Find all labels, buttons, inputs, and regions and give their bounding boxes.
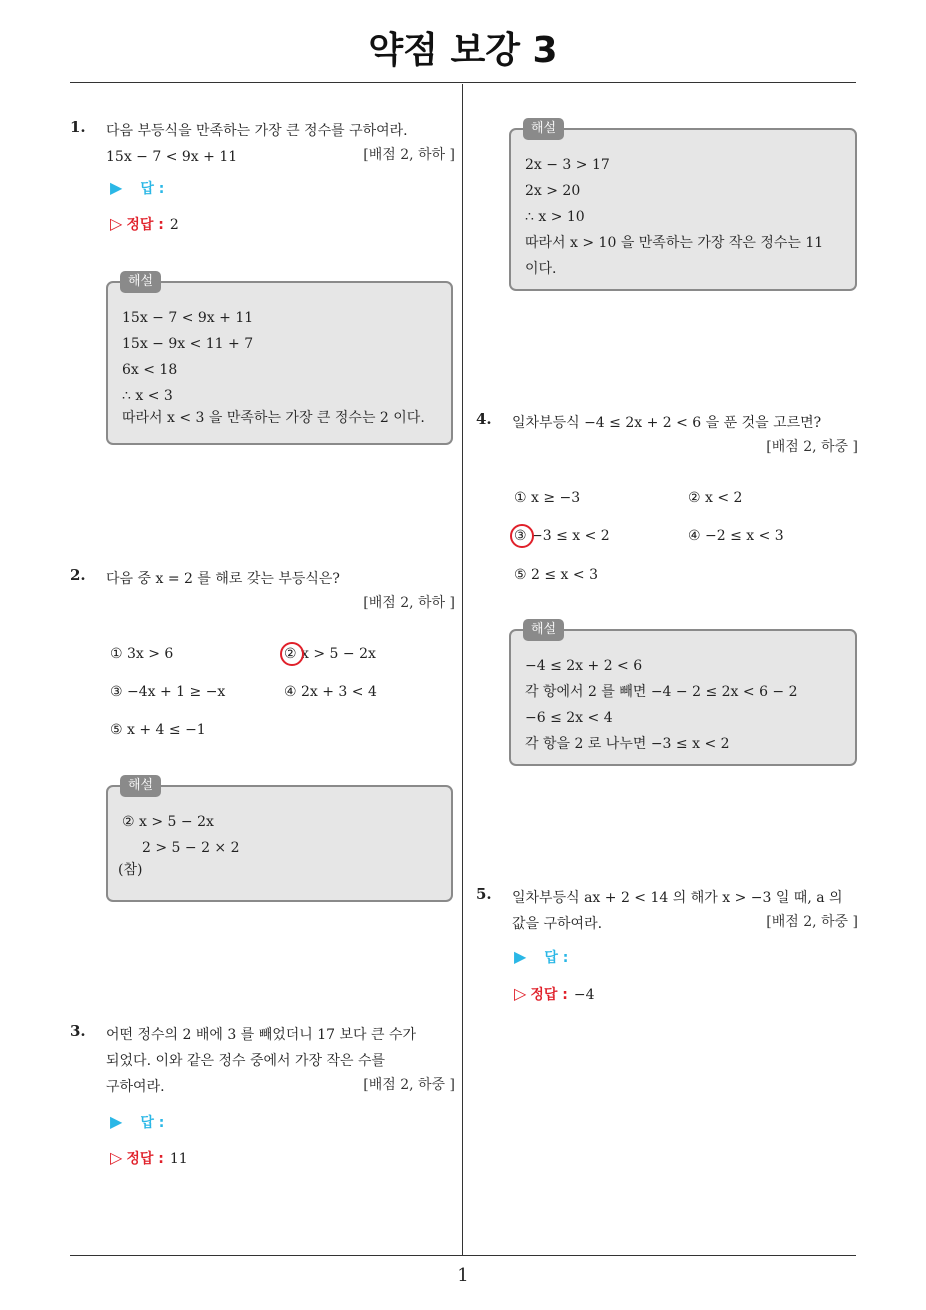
hollow-triangle-icon: ▷ xyxy=(110,1148,123,1167)
score-label: [배점 2, 하중 ] xyxy=(766,439,858,455)
question-text: 다음 중 x = 2 를 해로 갖는 부등식은? xyxy=(106,571,340,587)
question-number: 4. xyxy=(476,410,492,428)
option-1[interactable]: ① x ≥ −3 xyxy=(514,490,581,506)
explanation-box: 해설 ② x > 5 − 2x 2 > 5 − 2 × 2 (참) xyxy=(106,785,453,902)
question-5 xyxy=(476,885,858,1015)
option-4[interactable]: ④ 2x + 3 < 4 xyxy=(284,684,377,700)
option-3[interactable]: ③ −3 ≤ x < 2 xyxy=(514,528,610,544)
option-5[interactable]: ⑤ 2 ≤ x < 3 xyxy=(514,567,598,583)
answer-line: ▶ 답 : xyxy=(110,1112,165,1131)
question-number: 3. xyxy=(70,1022,86,1040)
question-1 xyxy=(70,118,455,458)
question-2 xyxy=(70,566,455,906)
question-text: 일차부등식 −4 ≤ 2x + 2 < 6 을 푼 것을 고르면? xyxy=(512,415,822,431)
correct-answer: ▷ 정답 : 11 xyxy=(110,1148,188,1167)
option-3[interactable]: ③ −4x + 1 ≥ −x xyxy=(110,684,226,700)
score-label: [배점 2, 하중 ] xyxy=(363,1077,455,1093)
play-triangle-icon: ▶ xyxy=(110,178,123,197)
selected-answer-circle-icon xyxy=(280,642,304,666)
footer-rule xyxy=(70,1255,856,1256)
score-label: [배점 2, 하하 ] xyxy=(363,147,455,163)
question-4 xyxy=(476,410,858,770)
question-text: 일차부등식 ax + 2 < 14 의 해가 x > −3 일 때, a 의 값을 구하여라. xyxy=(512,890,843,932)
option-5[interactable]: ⑤ x + 4 ≤ −1 xyxy=(110,722,206,738)
page-title: 약점 보강 3 xyxy=(368,30,558,71)
hollow-triangle-icon: ▷ xyxy=(514,984,527,1003)
option-2[interactable]: ② x > 5 − 2x xyxy=(284,646,376,662)
play-triangle-icon: ▶ xyxy=(514,947,527,966)
score-label: [배점 2, 하중 ] xyxy=(766,914,858,930)
column-divider xyxy=(462,84,463,1255)
score-label: [배점 2, 하하 ] xyxy=(363,595,455,611)
explanation-tag: 해설 xyxy=(523,118,564,140)
correct-answer: ▷ 정답 : 2 xyxy=(110,214,179,233)
play-triangle-icon: ▶ xyxy=(110,1112,123,1131)
explanation-box: 해설 15x − 7 < 9x + 11 15x − 9x < 11 + 7 6x < 18 ∴ x < 3 따라서 x < 3 을 만족하는 가장 큰 정수는 2 이다. xyxy=(106,281,453,445)
option-4[interactable]: ④ −2 ≤ x < 3 xyxy=(688,528,784,544)
question-3 xyxy=(70,1022,455,1182)
explanation-tag: 해설 xyxy=(523,619,564,641)
option-2[interactable]: ② x < 2 xyxy=(688,490,743,506)
option-1[interactable]: ① 3x > 6 xyxy=(110,646,174,662)
hollow-triangle-icon: ▷ xyxy=(110,214,123,233)
question-text: 어떤 정수의 2 배에 3 를 빼었더니 17 보다 큰 수가 되었다. 이와 같은 정수 중에서 가장 작은 수를 구하여라. xyxy=(106,1027,417,1095)
answer-line: ▶ 답 : xyxy=(110,178,165,197)
explanation-tag: 해설 xyxy=(120,271,161,293)
question-number: 5. xyxy=(476,885,492,903)
selected-answer-circle-icon xyxy=(510,524,534,548)
explanation-box: 해설 −4 ≤ 2x + 2 < 6 각 항에서 2 를 빼면 −4 − 2 ≤ 2x < 6 − 2 −6 ≤ 2x < 4 각 항을 2 로 나누면 −3 ≤ x < 2 xyxy=(509,629,857,766)
correct-answer: ▷ 정답 : −4 xyxy=(514,984,595,1003)
answer-line: ▶ 답 : xyxy=(514,947,569,966)
question-number: 2. xyxy=(70,566,86,584)
question-number: 1. xyxy=(70,118,86,136)
header-rule xyxy=(70,82,856,83)
explanation-tag: 해설 xyxy=(120,775,161,797)
page-number: 1 xyxy=(457,1265,469,1286)
question-text: 다음 부등식을 만족하는 가장 큰 정수를 구하여라. 15x − 7 < 9x + 11 xyxy=(106,123,408,165)
explanation-box-q3: 해설 2x − 3 > 17 2x > 20 ∴ x > 10 따라서 x > 10 을 만족하는 가장 작은 정수는 11 이다. xyxy=(509,128,857,291)
